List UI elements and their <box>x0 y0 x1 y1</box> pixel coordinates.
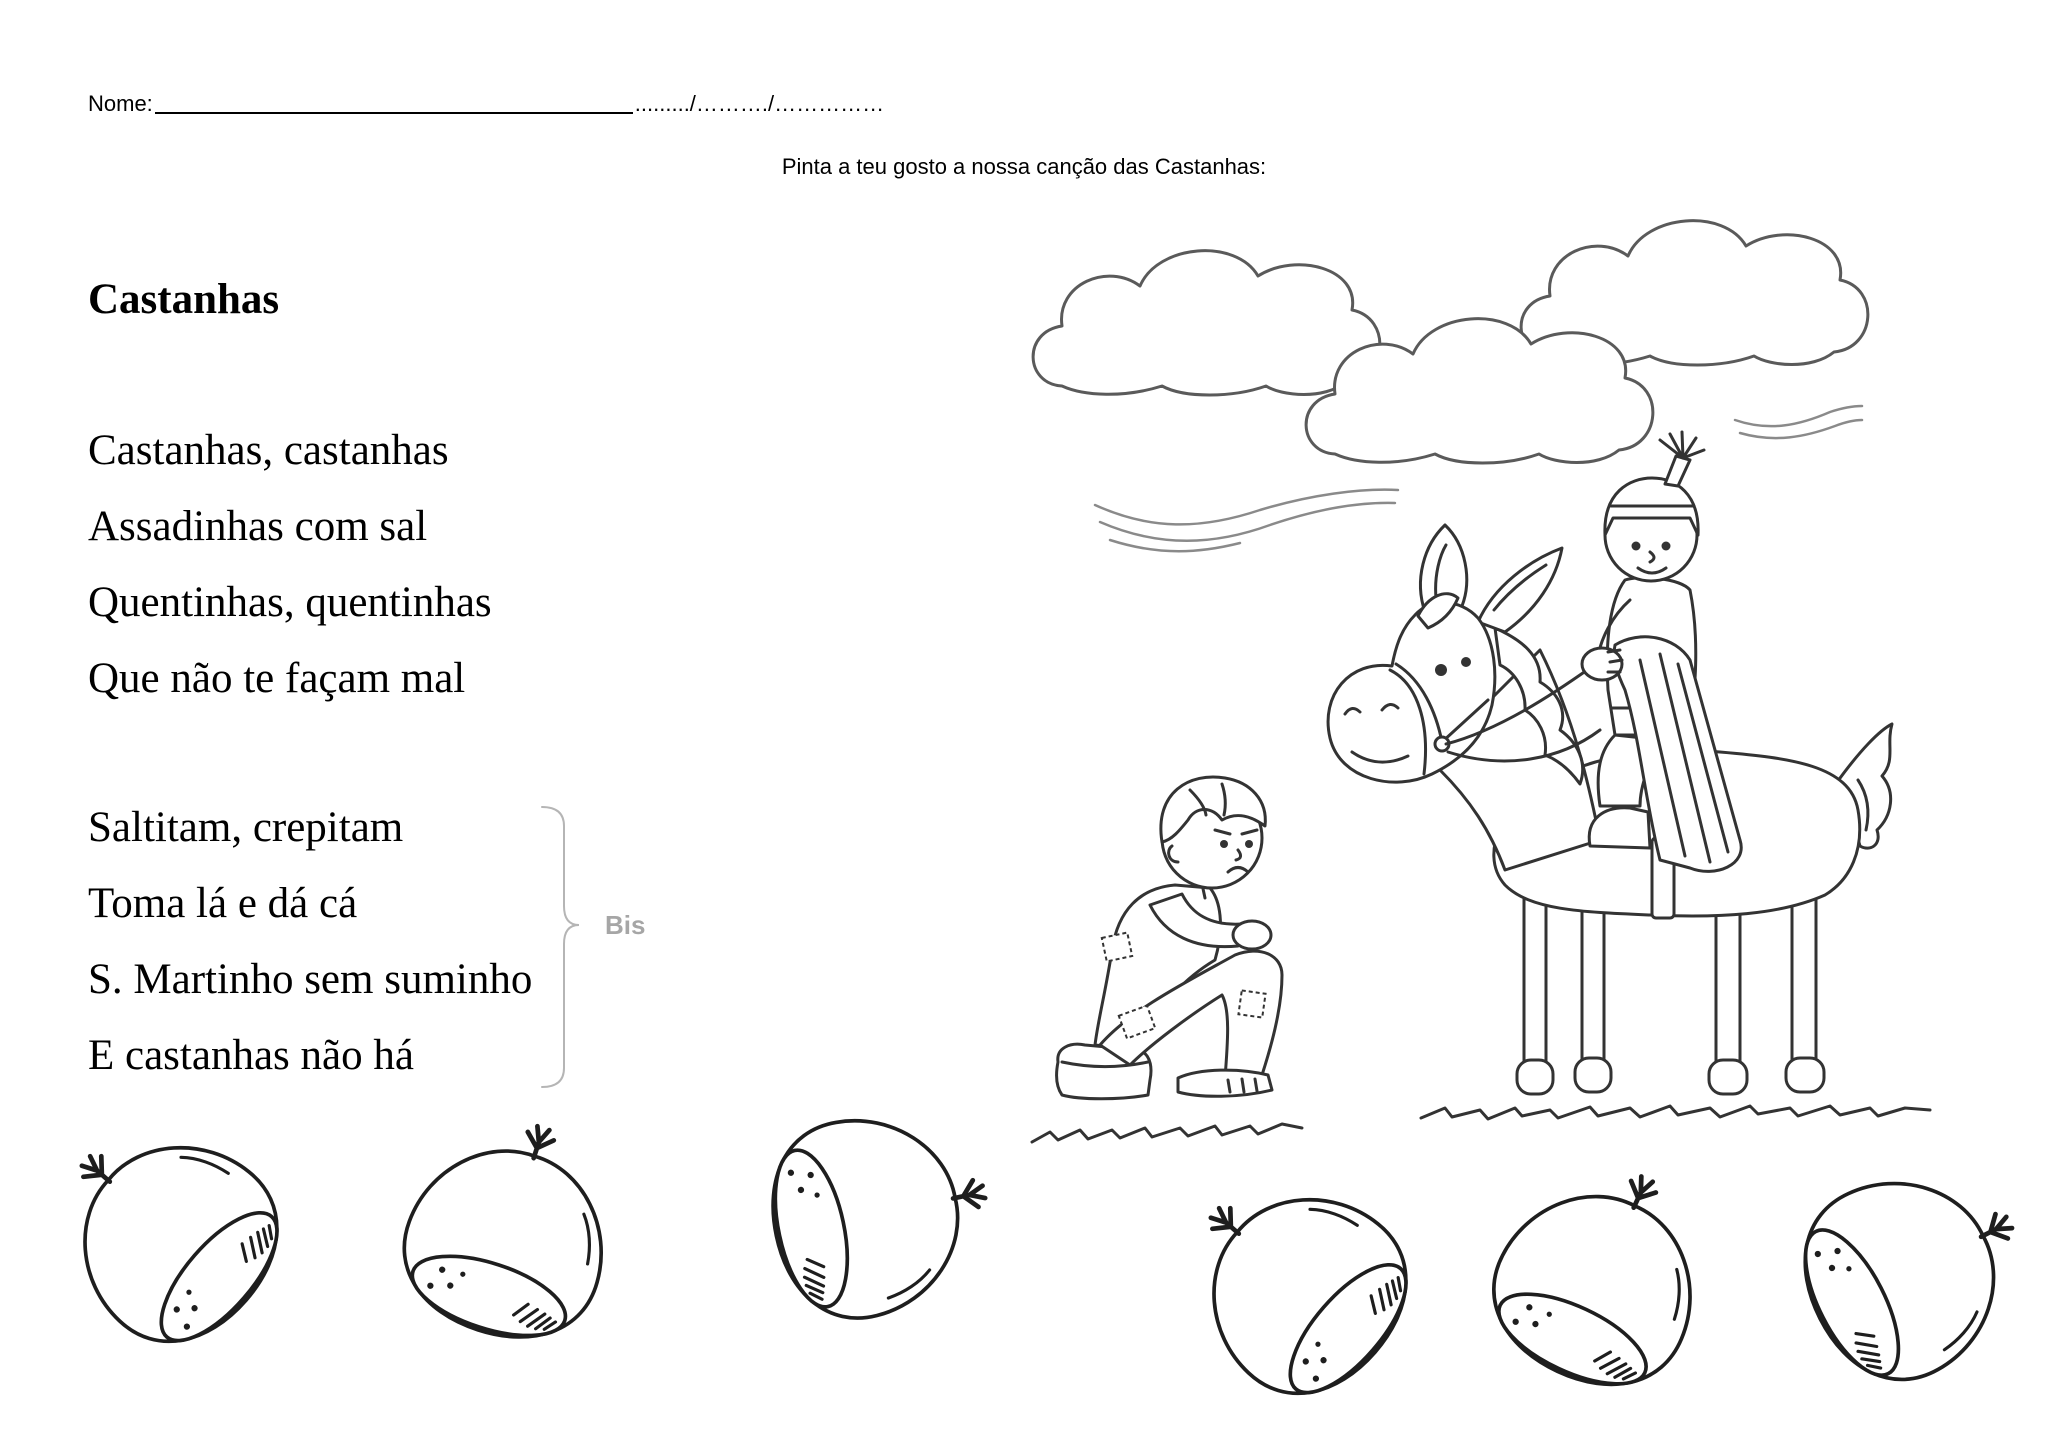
name-label: Nome: <box>88 91 153 116</box>
horse-eye <box>1461 657 1471 667</box>
rider-smile <box>1638 568 1666 573</box>
rider-helmet <box>1605 478 1698 535</box>
beggar-arm <box>1150 894 1242 947</box>
beggar-eye <box>1220 840 1228 848</box>
saddle-girth <box>1652 838 1674 918</box>
stanza-2 <box>88 790 532 1094</box>
rider-head <box>1605 432 1704 581</box>
rider-eye <box>1662 542 1671 551</box>
verse-line: Toma lá e dá cá <box>88 880 358 927</box>
verse-line: S. Martinho sem suminho <box>88 956 533 1003</box>
patch <box>1102 933 1132 962</box>
beggar-torso <box>1095 885 1220 1050</box>
cloud-middle <box>1306 319 1653 463</box>
horse <box>1328 525 1892 1094</box>
helmet-plume <box>1665 456 1690 486</box>
chestnut-2 <box>384 1098 637 1361</box>
beggar-hands <box>1233 921 1271 949</box>
repeat-label: Bis <box>605 910 646 940</box>
chestnut-1 <box>21 1086 311 1374</box>
beggar-head <box>1161 777 1265 898</box>
grass-right <box>1421 1106 1930 1119</box>
wind-lines-right <box>1735 406 1862 438</box>
rider-boot <box>1589 808 1650 848</box>
song-title: Castanhas <box>88 276 280 323</box>
instruction-text: Pinta a teu gosto a nossa canção das Castanhas: <box>781 154 1267 179</box>
grass-left <box>1032 1124 1302 1142</box>
horse-ear-right <box>1478 548 1562 632</box>
verse-line: Assadinhas com sal <box>88 503 428 550</box>
stone <box>1057 1044 1151 1099</box>
horse-forelock <box>1418 594 1458 628</box>
cloud-left <box>1033 251 1380 395</box>
rider-sao-martinho <box>1582 432 1741 871</box>
verse-line: Castanhas, castanhas <box>88 427 449 474</box>
rider-cloak <box>1614 637 1741 872</box>
horse-ear-left <box>1420 525 1466 612</box>
horse-nostril <box>1382 704 1398 710</box>
horse-neck <box>1440 650 1600 870</box>
beggar-hair <box>1161 777 1265 842</box>
horse-legs <box>1517 870 1824 1094</box>
chestnut-6 <box>1775 1134 2048 1406</box>
rider-eye <box>1632 542 1641 551</box>
chestnut-5 <box>1468 1137 1737 1413</box>
horse-eye <box>1435 664 1447 676</box>
name-date-line <box>88 90 884 118</box>
rider-leg <box>1598 735 1662 806</box>
horse-nostril <box>1345 708 1360 714</box>
verse-line: Saltitam, crepitam <box>88 804 404 851</box>
chestnut-4 <box>1150 1138 1440 1426</box>
verse-line: Quentinhas, quentinhas <box>88 579 492 626</box>
horse-tail <box>1835 724 1892 848</box>
beggar-legs <box>1100 951 1282 1078</box>
cloud-right <box>1521 221 1868 365</box>
horse-body <box>1494 750 1860 916</box>
rider-glove <box>1582 648 1622 680</box>
verse-line: Que não te façam mal <box>88 655 466 702</box>
chestnut-3 <box>756 1095 1005 1332</box>
wind-lines-left <box>1095 490 1398 552</box>
brace-curve <box>542 807 579 1087</box>
patch <box>1238 990 1265 1017</box>
beggar-feet <box>1178 1070 1272 1096</box>
reins <box>1446 668 1590 744</box>
reins <box>1448 730 1600 761</box>
horse-bridle <box>1396 664 1488 751</box>
horse-head <box>1328 603 1495 782</box>
horse-mouth <box>1352 752 1408 762</box>
beggar-mouth <box>1228 868 1248 873</box>
name-blank-line <box>155 112 633 114</box>
horse-mane <box>1495 628 1583 784</box>
stanza-1 <box>88 413 492 717</box>
patch <box>1119 1006 1155 1039</box>
beggar <box>1057 777 1282 1099</box>
date-blank: ........./………./…………… <box>634 91 885 116</box>
rider-torso <box>1607 578 1696 735</box>
verse-line: E castanhas não há <box>88 1032 414 1079</box>
beggar-eye <box>1245 840 1253 848</box>
